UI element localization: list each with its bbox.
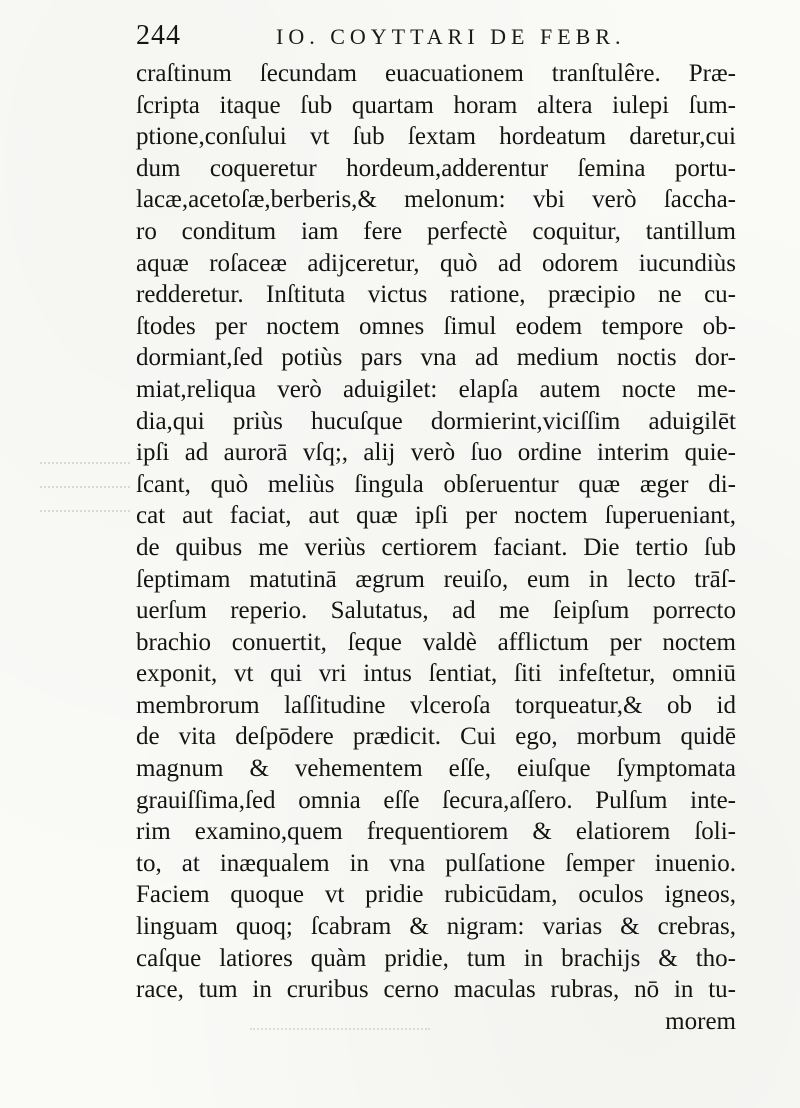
text-line: to, at inæqualem in vna pulſatione ſemper inuenio. xyxy=(136,849,736,877)
show-through-marks xyxy=(40,446,130,526)
text-line: uerſum reperio. Salutatus, ad me ſeipſum porrecto xyxy=(136,597,736,625)
text-line: ſcant, quò meliùs ſingula obſeruentur quæ æger di- xyxy=(136,470,736,498)
text-line: lacæ,acetoſæ,berberis,& melonum: vbi verò ſaccha- xyxy=(136,186,736,214)
page-number: 244 xyxy=(136,20,181,51)
text-line: rim examino,quem frequentiorem & elatiorem ſoli- xyxy=(136,818,736,846)
body-text xyxy=(136,58,736,1037)
text-line: ptione,conſului vt ſub ſextam hordeatum daretur,cui xyxy=(136,123,736,151)
page-header xyxy=(136,20,730,60)
text-line: ipſi ad aurorā vſq;, alij verò ſuo ordine interim quie- xyxy=(136,439,736,467)
text-line: grauiſſima,ſed omnia eſſe ſecura,aſſero. Pulſum inte- xyxy=(136,786,736,814)
text-line: de quibus me veriùs certiorem faciant. Die tertio ſub xyxy=(136,533,736,561)
text-line: ro conditum iam fere perfectè coquitur, tantillum xyxy=(136,217,736,245)
running-head: IO. COYTTARI DE FEBR. xyxy=(276,24,626,49)
text-line: de vita deſpōdere prædicit. Cui ego, morbum quidē xyxy=(136,723,736,751)
text-line: aquæ roſaceæ adijceretur, quò ad odorem iucundiùs xyxy=(136,249,736,277)
catchword: morem xyxy=(665,1007,736,1035)
text-line: redderetur. Inſtituta victus ratione, præcipio ne cu- xyxy=(136,281,736,309)
text-line: miat,reliqua verò aduigilet: elapſa autem nocte me- xyxy=(136,375,736,403)
text-line: craſtinum ſecundam euacuationem tranſtulêre. Præ- xyxy=(136,60,736,87)
text-line: ſcripta itaque ſub quartam horam altera iulepi ſum- xyxy=(136,91,736,119)
text-line: magnum & vehementem eſſe, eiuſque ſymptomata xyxy=(136,755,736,783)
text-line: linguam quoq; ſcabram & nigram: varias & crebras, xyxy=(136,913,736,941)
text-line: exponit, vt qui vri intus ſentiat, ſiti infeſtetur, omniū xyxy=(136,660,736,688)
text-line: Faciem quoque vt pridie rubicūdam, oculos igneos, xyxy=(136,881,736,909)
text-line: dormiant,ſed potiùs pars vna ad medium noctis dor- xyxy=(136,344,736,372)
text-line: brachio conuertit, ſeque valdè afflictum per noctem xyxy=(136,628,736,656)
text-line: cat aut faciat, aut quæ ipſi per noctem ſuperueniant, xyxy=(136,502,736,530)
text-line: dum coqueretur hordeum,adderentur ſemina portu- xyxy=(136,154,736,182)
text-line: membrorum laſſitudine vlceroſa torqueatur,& ob id xyxy=(136,691,736,719)
text-line: caſque latiores quàm pridie, tum in brachijs & tho- xyxy=(136,944,736,972)
text-line: ſeptimam matutinā ægrum reuiſo, eum in lecto trāſ- xyxy=(136,565,736,593)
text-line: race, tum in cruribus cerno maculas rubras, nō in tu- xyxy=(136,976,736,1004)
text-line: ſtodes per noctem omnes ſimul eodem tempore ob- xyxy=(136,312,736,340)
text-line: dia,qui priùs hucuſque dormierint,viciſſim aduigilēt xyxy=(136,407,736,435)
